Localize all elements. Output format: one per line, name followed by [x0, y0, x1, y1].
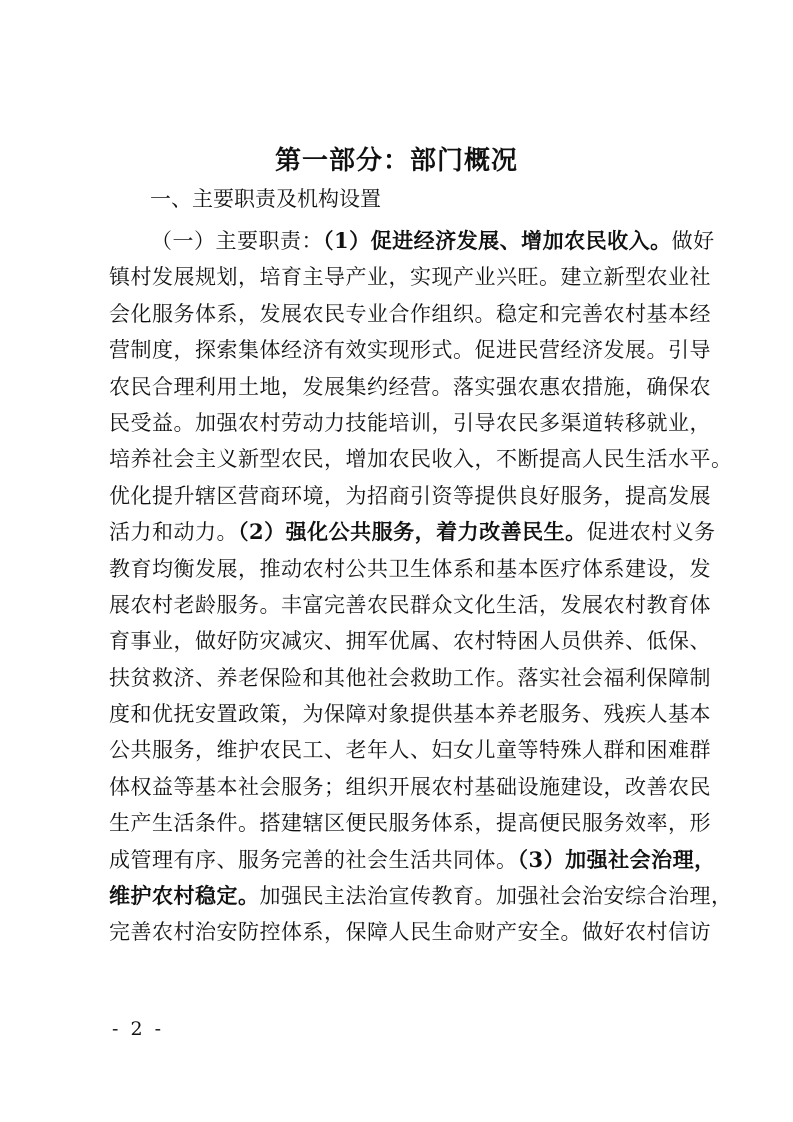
text-run: 优化提升辖区营商环境，为招商引资等提供良好服务，提高发展: [109, 483, 711, 508]
text-run: 民受益。加强农村劳动力技能培训，引导农民多渠道转移就业，: [109, 410, 711, 435]
paragraph-line: [109, 332, 711, 368]
paragraph-line: [109, 696, 711, 732]
bold-heading-run: 维护农村稳定。: [109, 883, 260, 909]
text-run: 成管理有序、服务完善的社会生活共同体。: [109, 847, 518, 872]
text-run: 活力和动力。: [109, 520, 238, 545]
text-run: 农民合理利用土地，发展集约经营。落实强农惠农措施，确保农: [109, 374, 711, 399]
paragraph-line: [109, 369, 711, 405]
paragraph-line: [109, 478, 711, 514]
paragraph-line: [109, 805, 711, 841]
text-run: 扶贫救济、养老保险和其他社会救助工作。落实社会福利保障制: [109, 665, 711, 690]
text-run: （一）主要职责：: [151, 229, 323, 253]
text-run: 体权益等基本社会服务；组织开展农村基础设施建设，改善农民: [109, 774, 711, 799]
page-title: 第一部分：部门概况: [274, 146, 518, 176]
paragraph-line: [109, 842, 716, 878]
paragraph-line: [109, 769, 711, 805]
paragraph-line: [109, 441, 733, 477]
paragraph-line: [109, 551, 711, 587]
text-run: 加强民主法治宣传教育。加强社会治安综合治理，: [259, 884, 733, 909]
paragraph-line: [109, 259, 711, 295]
bold-heading-run: （2）强化公共服务，着力改善民生。: [238, 519, 587, 545]
bold-heading-run: （3）加强社会治理，: [517, 846, 716, 872]
text-run: 会化服务体系，发展农民专业合作组织。稳定和完善农村基本经: [109, 301, 711, 326]
text-run: 完善农村治安防控体系，保障人民生命财产安全。做好农村信访: [109, 920, 711, 945]
text-run: 做好: [671, 229, 715, 253]
text-run: 镇村发展规划，培育主导产业，实现产业兴旺。建立新型农业社: [109, 265, 711, 290]
text-run: 营制度，探索集体经济有效实现形式。促进民营经济发展。引导: [109, 338, 711, 363]
text-run: 培养社会主义新型农民，增加农民收入，不断提高人民生活水平。: [109, 447, 733, 472]
paragraph-line: [109, 587, 711, 623]
paragraph-line: [109, 878, 733, 914]
bold-heading-run: （1）促进经济发展、增加农民收入。: [323, 228, 672, 253]
text-run: 育事业，做好防灾减灾、拥军优属、农村特困人员供养、低保、: [109, 629, 711, 654]
text-run: 公共服务，维护农民工、老年人、妇女儿童等特殊人群和困难群: [109, 738, 711, 763]
paragraph-line: [109, 296, 711, 332]
page-number: - 2 -: [112, 1018, 165, 1040]
paragraph-line: [109, 732, 711, 768]
text-run: 生产生活条件。搭建辖区便民服务体系，提高便民服务效率，形: [109, 811, 711, 836]
paragraph-line: [109, 405, 711, 441]
paragraph-line: [109, 514, 716, 550]
text-run: 度和优抚安置政策，为保障对象提供基本养老服务、残疾人基本: [109, 702, 711, 727]
paragraph-line: [109, 660, 711, 696]
text-run: 展农村老龄服务。丰富完善农民群众文化生活，发展农村教育体: [109, 592, 711, 617]
text-run: 促进农村义务: [586, 520, 716, 545]
paragraph-line: [109, 914, 711, 950]
text-run: 教育均衡发展，推动农村公共卫生体系和基本医疗体系建设，发: [109, 556, 711, 581]
paragraph-line: [109, 623, 711, 659]
paragraph-line: [109, 223, 715, 259]
section-heading: 一、主要职责及机构设置: [150, 187, 381, 211]
body-text: [109, 223, 733, 951]
